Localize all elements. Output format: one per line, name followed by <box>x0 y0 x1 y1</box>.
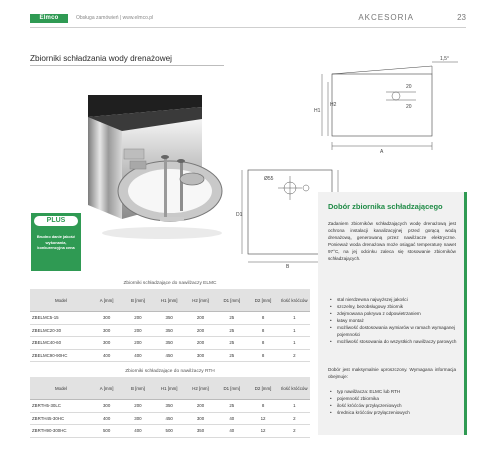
header-divider <box>30 27 466 28</box>
table-cell: 350 <box>154 312 185 325</box>
column-header: D2 [mm] <box>247 377 278 400</box>
table-cell: 350 <box>154 337 185 350</box>
table-cell: ZBELMC5-15 <box>30 312 91 325</box>
table-cell: 300 <box>185 349 216 362</box>
column-header: A [mm] <box>91 377 122 400</box>
table-cell: ZBELMC20-30 <box>30 324 91 337</box>
table-cell: ZBRTH90-300HC <box>30 425 91 438</box>
list-item: • możliwość dostosowania wymiarów w ramach wymaganej pojemności <box>328 324 458 338</box>
table-cell: 8 <box>247 337 278 350</box>
table-cell: 2 <box>279 349 310 362</box>
table-header-row <box>30 377 310 400</box>
table-cell: 25 <box>216 324 247 337</box>
label-b: B <box>286 264 290 270</box>
table-cell: ZBRTH5-30LC <box>30 400 91 413</box>
table-cell: 25 <box>216 349 247 362</box>
list-item: • pojemność zbiornika <box>328 395 458 402</box>
table-cell: 12 <box>247 412 278 425</box>
dim-r2: 20 <box>406 104 412 110</box>
plus-box <box>31 213 81 271</box>
column-header: Ilość króćców <box>279 377 310 400</box>
table-row <box>30 400 310 413</box>
dim-r1: 20 <box>406 84 412 90</box>
table-cell: 400 <box>122 425 153 438</box>
column-header: Model <box>30 377 91 400</box>
dim-d2: Ø55 <box>264 176 274 182</box>
table-row <box>30 425 310 438</box>
table-cell: 300 <box>91 337 122 350</box>
table-cell: 200 <box>122 337 153 350</box>
table-header-row <box>30 289 310 312</box>
dim-h2: H2 <box>330 102 337 108</box>
table-cell: 350 <box>185 425 216 438</box>
table-cell: 1 <box>279 312 310 325</box>
table-cell: ZBRTH45-30HC <box>30 412 91 425</box>
selection-list <box>328 388 458 416</box>
column-header: B [mm] <box>122 289 153 312</box>
info-panel <box>318 192 466 435</box>
plus-label: PLUS <box>34 216 78 226</box>
column-header: Model <box>30 289 91 312</box>
table-cell: 40 <box>216 425 247 438</box>
brand-logo: Elmco <box>30 14 68 23</box>
header-contact: Obsługa zamówień | www.elmco.pl <box>76 15 154 21</box>
table-caption: Zbiorniki schładzające do nawilżaczy ELMC <box>123 281 217 286</box>
list-item: • ilość króćców przyłączeniowych <box>328 402 458 409</box>
table-cell: 2 <box>279 412 310 425</box>
table-cell: 1 <box>279 337 310 350</box>
column-header: D1 [mm] <box>216 289 247 312</box>
table-cell: 200 <box>122 400 153 413</box>
table-cell: 200 <box>122 324 153 337</box>
table-cell: 8 <box>247 400 278 413</box>
table-cell: 450 <box>154 412 185 425</box>
table-cell: 8 <box>247 312 278 325</box>
table-cell: 8 <box>247 324 278 337</box>
table-cell: 200 <box>185 324 216 337</box>
table-cell: 40 <box>216 412 247 425</box>
list-item: • zdejmowana pokrywa z odpowietrzaniem <box>328 310 458 317</box>
panel-heading: Dobór zbiornika schładzającego <box>328 202 443 211</box>
list-item: • stal nierdzewna najwyższej jakości <box>328 296 458 303</box>
table-cell: 300 <box>91 312 122 325</box>
column-header: D1 [mm] <box>216 377 247 400</box>
list-item: • szczelny, bezobsługowy zbiornik <box>328 303 458 310</box>
column-header: H1 [mm] <box>154 377 185 400</box>
table-rth <box>30 369 310 438</box>
table-cell: 300 <box>122 412 153 425</box>
table-cell: ZBELMC90-90HC <box>30 349 91 362</box>
table-cell: 300 <box>185 412 216 425</box>
table-cell: 200 <box>185 337 216 350</box>
table-row <box>30 337 310 350</box>
table-cell: 400 <box>122 349 153 362</box>
table-cell: 25 <box>216 400 247 413</box>
table-cell: 2 <box>279 425 310 438</box>
column-header: D2 [mm] <box>247 289 278 312</box>
table-cell: 25 <box>216 312 247 325</box>
table-cell: 350 <box>154 324 185 337</box>
table-cell: ZBELMC40-60 <box>30 337 91 350</box>
table-cell: 1 <box>279 400 310 413</box>
table-cell: 1 <box>279 324 310 337</box>
dim-d1: D1 <box>236 212 243 218</box>
column-header: A [mm] <box>91 289 122 312</box>
table-cell: 25 <box>216 337 247 350</box>
table-cell: 200 <box>185 400 216 413</box>
table-cell: 200 <box>185 312 216 325</box>
table-elmc <box>30 281 310 362</box>
table-row <box>30 349 310 362</box>
page-number: 23 <box>457 13 466 22</box>
table-cell: 12 <box>247 425 278 438</box>
panel-paragraph-1: Zadaniem zbiorników schładzających wodę drenażową jest ochrona instalacji kanalizacyjnej przed gorącą wodą drenażową, generowaną przez nawilżacze elektryczne. Ponieważ woda drenażowa może osiągać temperaturę nawet 97°C, na jej odcinku zaleca się stosowanie zbiorników schładzających. <box>328 221 456 261</box>
dim-top: 1,5° <box>440 56 449 62</box>
column-header: B [mm] <box>122 377 153 400</box>
list-item: • możliwość stosowania do wszystkich nawilżaczy parowych <box>328 338 458 345</box>
list-item: • łatwy montaż <box>328 317 458 324</box>
table-row <box>30 312 310 325</box>
table-row <box>30 324 310 337</box>
column-header: Ilość króćców <box>279 289 310 312</box>
panel-accent-bar <box>464 192 467 435</box>
table-cell: 450 <box>154 349 185 362</box>
column-header: H2 [mm] <box>185 377 216 400</box>
title-divider <box>30 65 224 66</box>
label-a: A <box>380 149 384 155</box>
table-cell: 400 <box>91 349 122 362</box>
plus-text: Brudno danie jakość wykonania, konkurencyjna cena <box>36 234 76 251</box>
table-cell: 500 <box>91 425 122 438</box>
section-label: AKCESORIA <box>358 13 414 22</box>
panel-paragraph-2: Dobór jest maksymalnie uproszczony. Wymagana informacja obejmuje: <box>328 367 456 379</box>
table-cell: 200 <box>122 312 153 325</box>
dim-h1: H1 <box>314 108 321 114</box>
table-row <box>30 412 310 425</box>
table-caption: Zbiorniki schładzające do nawilżaczy RTH <box>125 369 215 374</box>
column-header: H1 [mm] <box>154 289 185 312</box>
list-item: • średnica króćców przyłączeniowych <box>328 409 458 416</box>
list-item: • typ nawilżacza: ELMC lub RTH <box>328 388 458 395</box>
column-header: H2 [mm] <box>185 289 216 312</box>
table-cell: 350 <box>154 400 185 413</box>
table-cell: 300 <box>91 400 122 413</box>
table-cell: 8 <box>247 349 278 362</box>
table-cell: 400 <box>91 412 122 425</box>
table-cell: 300 <box>91 324 122 337</box>
page-title: Zbiorniki schładzania wody drenażowej <box>30 54 172 63</box>
feature-list <box>328 296 458 345</box>
table-cell: 500 <box>154 425 185 438</box>
